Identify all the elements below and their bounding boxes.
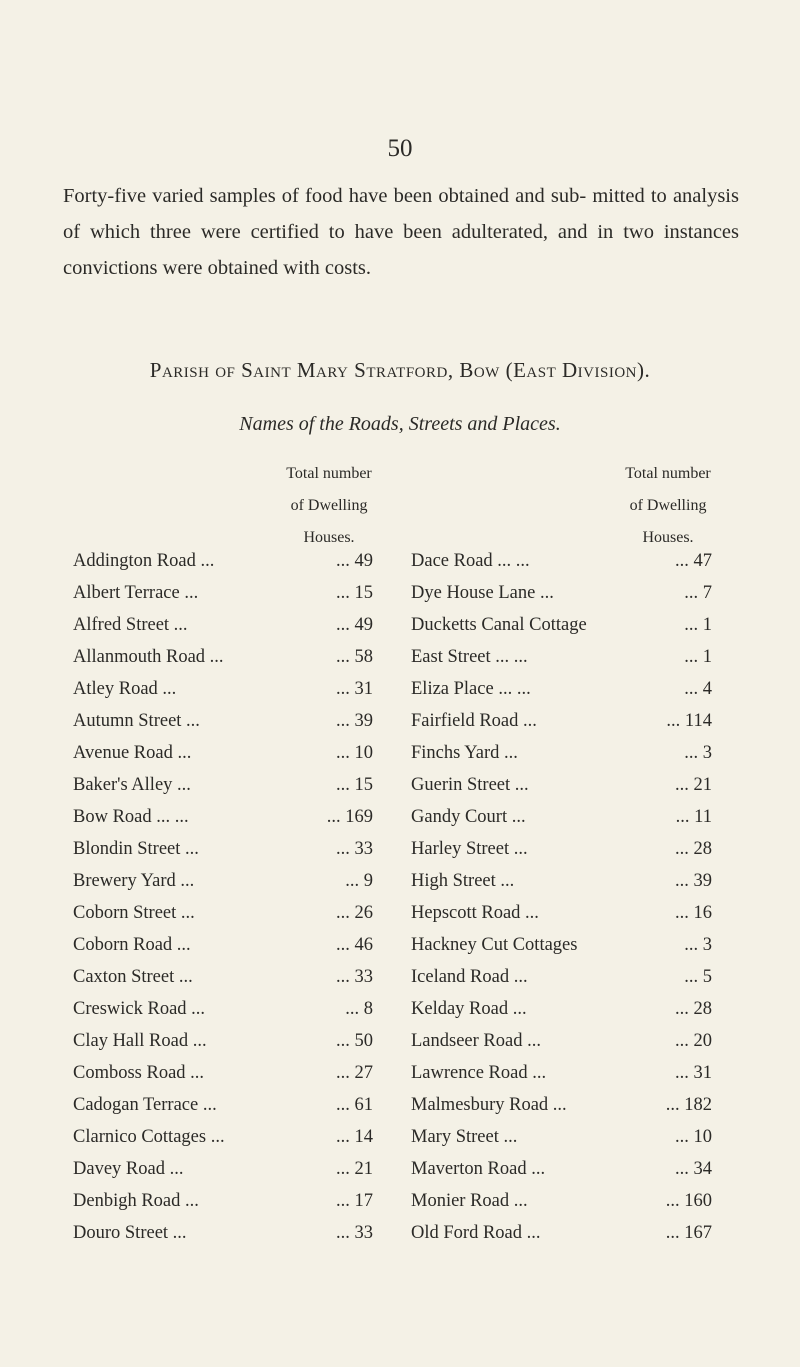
right-street-name: Hackney Cut Cottages [411, 935, 578, 955]
left-street-name: Clarnico Cottages ... [73, 1127, 225, 1147]
right-street-name: Hepscott Road ... [411, 903, 539, 923]
left-street-name: Avenue Road ... [73, 743, 192, 763]
left-house-count: ... 27 [336, 1063, 373, 1083]
table-row [0, 1089, 800, 1121]
left-house-count: ... 21 [336, 1159, 373, 1179]
right-house-count: ... 1 [684, 615, 712, 635]
right-street-name: Finchs Yard ... [411, 743, 518, 763]
right-street-name: Old Ford Road ... [411, 1223, 541, 1243]
left-street-name: Douro Street ... [73, 1223, 187, 1243]
left-street-name: Brewery Yard ... [73, 871, 195, 891]
right-house-count: ... 47 [675, 551, 712, 571]
right-street-name: Monier Road ... [411, 1191, 528, 1211]
left-street-name: Bow Road ... ... [73, 807, 189, 827]
left-house-count: ... 31 [336, 679, 373, 699]
right-street-name: Iceland Road ... [411, 967, 528, 987]
left-house-count: ... 39 [336, 711, 373, 731]
right-street-name: Dace Road ... ... [411, 551, 530, 571]
left-street-name: Allanmouth Road ... [73, 647, 224, 667]
left-street-name: Alfred Street ... [73, 615, 188, 635]
left-street-name: Autumn Street ... [73, 711, 200, 731]
left-house-count: ... 58 [336, 647, 373, 667]
right-house-count: ... 34 [675, 1159, 712, 1179]
left-house-count: ... 9 [345, 871, 373, 891]
right-house-count: ... 4 [684, 679, 712, 699]
left-house-count: ... 33 [336, 967, 373, 987]
right-street-name: Dye House Lane ... [411, 583, 554, 603]
table-row [0, 929, 800, 961]
left-street-name: Atley Road ... [73, 679, 177, 699]
left-house-count: ... 14 [336, 1127, 373, 1147]
right-street-name: Eliza Place ... ... [411, 679, 531, 699]
right-street-name: Fairfield Road ... [411, 711, 537, 731]
right-street-name: Harley Street ... [411, 839, 528, 859]
right-house-count: ... 182 [665, 1095, 712, 1115]
table-row [0, 577, 800, 609]
right-street-name: Malmesbury Road ... [411, 1095, 567, 1115]
parish-title: Parish of Saint Mary Stratford, Bow (East Division). [149, 358, 651, 382]
left-house-count: ... 49 [336, 551, 373, 571]
table-row [0, 737, 800, 769]
right-street-name: East Street ... ... [411, 647, 528, 667]
left-street-name: Baker's Alley ... [73, 775, 191, 795]
table-row [0, 1025, 800, 1057]
right-street-name: Landseer Road ... [411, 1031, 541, 1051]
table-row [0, 1185, 800, 1217]
right-house-count: ... 16 [675, 903, 712, 923]
left-house-count: ... 169 [326, 807, 373, 827]
right-house-count: ... 167 [665, 1223, 712, 1243]
left-header-line2: of Dwelling [290, 497, 368, 514]
right-house-count: ... 114 [666, 711, 712, 731]
left-street-name: Clay Hall Road ... [73, 1031, 207, 1051]
right-header-line1: Total number [625, 465, 711, 482]
left-house-count: ... 26 [336, 903, 373, 923]
right-column-header [593, 458, 743, 554]
table-row [0, 1121, 800, 1153]
table-row [0, 1057, 800, 1089]
right-house-count: ... 7 [684, 583, 712, 603]
table-row [0, 1153, 800, 1185]
right-street-name: Gandy Court ... [411, 807, 526, 827]
table-row [0, 801, 800, 833]
right-house-count: ... 5 [684, 967, 712, 987]
intro-paragraph: Forty-five varied samples of food have been obtained and sub- mitted to analysis of which three were certified to have been adulterated, and in two instances convictions were obtained with costs. [63, 185, 739, 279]
table-row [0, 1217, 800, 1249]
right-house-count: ... 1 [684, 647, 712, 667]
right-house-count: ... 160 [665, 1191, 712, 1211]
left-street-name: Cadogan Terrace ... [73, 1095, 217, 1115]
left-header-line3: Houses. [303, 529, 355, 546]
left-house-count: ... 49 [336, 615, 373, 635]
right-header-line2: of Dwelling [629, 497, 707, 514]
right-house-count: ... 21 [675, 775, 712, 795]
left-street-name: Coborn Street ... [73, 903, 195, 923]
page-number: 50 [387, 135, 413, 162]
left-street-name: Blondin Street ... [73, 839, 199, 859]
table-row [0, 897, 800, 929]
left-header-line1: Total number [286, 465, 372, 482]
table-row [0, 769, 800, 801]
table-row [0, 961, 800, 993]
right-street-name: Lawrence Road ... [411, 1063, 547, 1083]
right-house-count: ... 11 [675, 807, 712, 827]
left-street-name: Albert Terrace ... [73, 583, 199, 603]
left-street-name: Denbigh Road ... [73, 1191, 199, 1211]
right-street-name: Maverton Road ... [411, 1159, 546, 1179]
right-street-name: Kelday Road ... [411, 999, 527, 1019]
right-street-name: Mary Street ... [411, 1127, 518, 1147]
left-house-count: ... 61 [336, 1095, 373, 1115]
table-row [0, 865, 800, 897]
left-house-count: ... 15 [336, 583, 373, 603]
right-house-count: ... 3 [684, 935, 712, 955]
table-row [0, 609, 800, 641]
right-house-count: ... 3 [684, 743, 712, 763]
left-house-count: ... 33 [336, 839, 373, 859]
table-row [0, 641, 800, 673]
table-subtitle: Names of the Roads, Streets and Places. [239, 413, 561, 435]
left-street-name: Comboss Road ... [73, 1063, 205, 1083]
table-row [0, 705, 800, 737]
table-row [0, 833, 800, 865]
right-street-name: Ducketts Canal Cottage [411, 615, 587, 635]
left-house-count: ... 15 [336, 775, 373, 795]
right-street-name: Guerin Street ... [411, 775, 529, 795]
right-house-count: ... 28 [675, 839, 712, 859]
left-street-name: Davey Road ... [73, 1159, 184, 1179]
left-house-count: ... 46 [336, 935, 373, 955]
left-column-header [254, 458, 404, 554]
table-row [0, 993, 800, 1025]
left-house-count: ... 10 [336, 743, 373, 763]
right-street-name: High Street ... [411, 871, 515, 891]
right-header-line3: Houses. [642, 529, 694, 546]
left-house-count: ... 33 [336, 1223, 373, 1243]
left-house-count: ... 8 [345, 999, 373, 1019]
right-house-count: ... 20 [675, 1031, 712, 1051]
left-street-name: Creswick Road ... [73, 999, 206, 1019]
left-street-name: Caxton Street ... [73, 967, 193, 987]
right-house-count: ... 31 [675, 1063, 712, 1083]
left-house-count: ... 17 [336, 1191, 373, 1211]
left-street-name: Coborn Road ... [73, 935, 191, 955]
right-house-count: ... 10 [675, 1127, 712, 1147]
table-row [0, 673, 800, 705]
right-house-count: ... 39 [675, 871, 712, 891]
left-street-name: Addington Road ... [73, 551, 215, 571]
right-house-count: ... 28 [675, 999, 712, 1019]
table-row [0, 545, 800, 577]
left-house-count: ... 50 [336, 1031, 373, 1051]
